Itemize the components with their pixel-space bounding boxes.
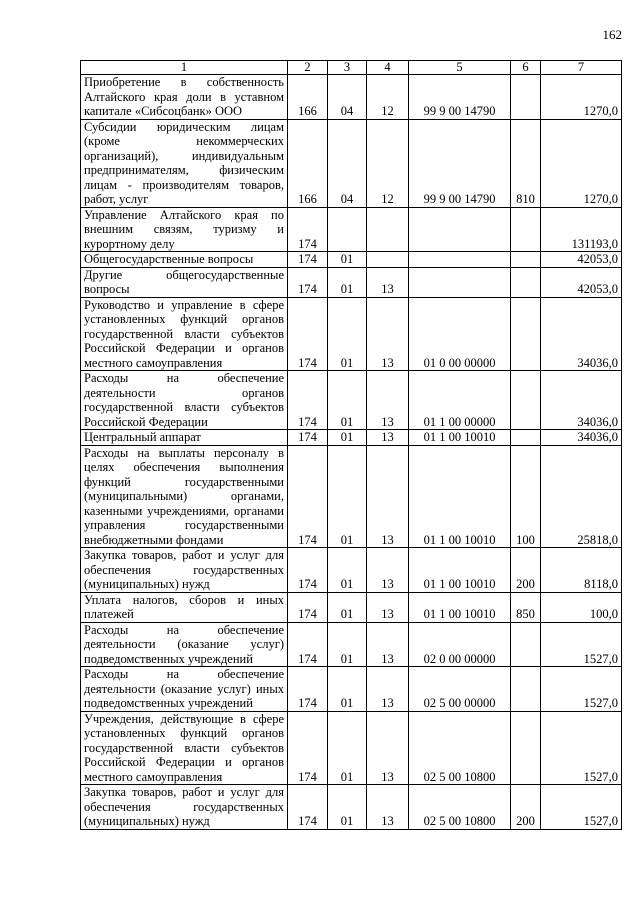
row-col-4: 13	[367, 785, 409, 830]
row-col-6: 200	[511, 785, 541, 830]
table-row	[81, 785, 622, 830]
row-col-2: 174	[288, 371, 328, 430]
row-col-5	[409, 267, 511, 297]
row-description: Расходы на обеспечение деятельности органов государственной власти субъектов Российской Федерации	[81, 371, 288, 430]
row-col-3: 01	[328, 622, 367, 667]
row-col-5: 01 0 00 00000	[409, 297, 511, 371]
table-row	[81, 445, 622, 548]
table-row	[81, 430, 622, 446]
row-amount: 34036,0	[541, 371, 622, 430]
row-col-4: 13	[367, 430, 409, 446]
row-col-2: 174	[288, 711, 328, 785]
row-amount: 1270,0	[541, 119, 622, 207]
row-col-6: 200	[511, 548, 541, 593]
row-col-3: 04	[328, 119, 367, 207]
row-col-5	[409, 207, 511, 252]
row-col-3: 01	[328, 297, 367, 371]
row-description: Закупка товаров, работ и услуг для обеспечения государственных (муниципальных) нужд	[81, 548, 288, 593]
header-col-5: 5	[409, 61, 511, 75]
row-col-2: 174	[288, 622, 328, 667]
row-col-5: 02 5 00 10800	[409, 711, 511, 785]
row-description: Субсидии юридическим лицам (кроме некоммерческих организаций), индивидуальным предпринимателям, физическим лицам - производителям товаров, работ, услуг	[81, 119, 288, 207]
row-col-3: 01	[328, 667, 367, 712]
row-col-5: 01 1 00 10010	[409, 592, 511, 622]
row-amount: 42053,0	[541, 252, 622, 268]
row-col-4: 12	[367, 119, 409, 207]
row-col-2: 174	[288, 252, 328, 268]
row-col-4: 13	[367, 667, 409, 712]
row-col-6	[511, 297, 541, 371]
table-row	[81, 548, 622, 593]
row-col-6: 100	[511, 445, 541, 548]
row-col-6	[511, 711, 541, 785]
table-row	[81, 297, 622, 371]
page-number: 162	[602, 27, 622, 42]
header-col-4: 4	[367, 61, 409, 75]
row-amount: 1527,0	[541, 711, 622, 785]
row-description: Руководство и управление в сфере установленных функций органов государственной власти субъектов Российской Федерации и органов местного самоуправления	[81, 297, 288, 371]
table-row	[81, 252, 622, 268]
row-col-6	[511, 267, 541, 297]
row-col-3: 01	[328, 267, 367, 297]
table-row	[81, 711, 622, 785]
table-row	[81, 119, 622, 207]
row-col-2: 166	[288, 119, 328, 207]
table-row	[81, 622, 622, 667]
row-amount: 8118,0	[541, 548, 622, 593]
header-col-7: 7	[541, 61, 622, 75]
row-col-5: 01 1 00 10010	[409, 445, 511, 548]
row-amount: 42053,0	[541, 267, 622, 297]
row-col-6	[511, 622, 541, 667]
row-description: Общегосударственные вопросы	[81, 252, 288, 268]
row-col-6	[511, 371, 541, 430]
header-col-6: 6	[511, 61, 541, 75]
row-col-4	[367, 207, 409, 252]
row-col-3: 01	[328, 548, 367, 593]
table-row	[81, 592, 622, 622]
row-amount: 100,0	[541, 592, 622, 622]
row-col-3: 01	[328, 252, 367, 268]
row-col-2: 174	[288, 207, 328, 252]
table-body	[81, 75, 622, 830]
row-col-2: 174	[288, 548, 328, 593]
row-col-5: 01 1 00 10010	[409, 548, 511, 593]
row-col-6	[511, 75, 541, 120]
row-description: Центральный аппарат	[81, 430, 288, 446]
row-col-6: 810	[511, 119, 541, 207]
row-col-3: 04	[328, 75, 367, 120]
row-col-2: 174	[288, 445, 328, 548]
row-col-4: 13	[367, 297, 409, 371]
row-col-4: 13	[367, 592, 409, 622]
row-col-4: 13	[367, 622, 409, 667]
table-row	[81, 371, 622, 430]
row-description: Закупка товаров, работ и услуг для обеспечения государственных (муниципальных) нужд	[81, 785, 288, 830]
row-col-3	[328, 207, 367, 252]
row-amount: 25818,0	[541, 445, 622, 548]
header-col-2: 2	[288, 61, 328, 75]
row-col-6	[511, 430, 541, 446]
row-col-5: 01 1 00 10010	[409, 430, 511, 446]
row-amount: 1527,0	[541, 622, 622, 667]
row-col-4	[367, 252, 409, 268]
row-col-5: 02 5 00 00000	[409, 667, 511, 712]
table-header-row	[81, 61, 622, 75]
row-col-4: 12	[367, 75, 409, 120]
row-col-3: 01	[328, 371, 367, 430]
row-description: Управление Алтайского края по внешним связям, туризму и курортному делу	[81, 207, 288, 252]
row-amount: 1527,0	[541, 785, 622, 830]
row-col-3: 01	[328, 785, 367, 830]
table-row	[81, 667, 622, 712]
row-col-5: 99 9 00 14790	[409, 119, 511, 207]
row-col-2: 166	[288, 75, 328, 120]
header-col-3: 3	[328, 61, 367, 75]
row-col-3: 01	[328, 430, 367, 446]
row-col-5: 02 5 00 10800	[409, 785, 511, 830]
row-col-5	[409, 252, 511, 268]
row-amount: 1270,0	[541, 75, 622, 120]
row-col-6	[511, 207, 541, 252]
budget-table	[80, 60, 622, 830]
row-col-2: 174	[288, 297, 328, 371]
row-col-6	[511, 667, 541, 712]
row-col-6: 850	[511, 592, 541, 622]
row-col-3: 01	[328, 711, 367, 785]
row-description: Расходы на обеспечение деятельности (оказание услуг) подведомственных учреждений	[81, 622, 288, 667]
row-col-4: 13	[367, 711, 409, 785]
row-col-4: 13	[367, 267, 409, 297]
row-col-2: 174	[288, 592, 328, 622]
row-description: Другие общегосударственные вопросы	[81, 267, 288, 297]
row-description: Приобретение в собственность Алтайского края доли в уставном капитале «Сибсоцбанк» ООО	[81, 75, 288, 120]
row-amount: 131193,0	[541, 207, 622, 252]
row-amount: 34036,0	[541, 430, 622, 446]
row-col-2: 174	[288, 667, 328, 712]
row-col-6	[511, 252, 541, 268]
row-col-5: 02 0 00 00000	[409, 622, 511, 667]
row-col-4: 13	[367, 548, 409, 593]
row-description: Расходы на выплаты персоналу в целях обеспечения выполнения функций государственными (муниципальными) органами, казенными учреждениями, органами управления государственными внебюджетными фондами	[81, 445, 288, 548]
header-col-1: 1	[81, 61, 288, 75]
row-amount: 1527,0	[541, 667, 622, 712]
row-col-5: 01 1 00 00000	[409, 371, 511, 430]
row-description: Расходы на обеспечение деятельности (оказание услуг) иных подведомственных учреждений	[81, 667, 288, 712]
row-col-2: 174	[288, 430, 328, 446]
table-row	[81, 75, 622, 120]
table-row	[81, 207, 622, 252]
row-col-3: 01	[328, 592, 367, 622]
row-col-2: 174	[288, 267, 328, 297]
row-amount: 34036,0	[541, 297, 622, 371]
row-col-2: 174	[288, 785, 328, 830]
row-col-3: 01	[328, 445, 367, 548]
row-col-4: 13	[367, 445, 409, 548]
row-description: Учреждения, действующие в сфере установленных функций органов государственной власти субъектов Российской Федерации и органов местного самоуправления	[81, 711, 288, 785]
row-col-4: 13	[367, 371, 409, 430]
row-col-5: 99 9 00 14790	[409, 75, 511, 120]
table-row	[81, 267, 622, 297]
row-description: Уплата налогов, сборов и иных платежей	[81, 592, 288, 622]
